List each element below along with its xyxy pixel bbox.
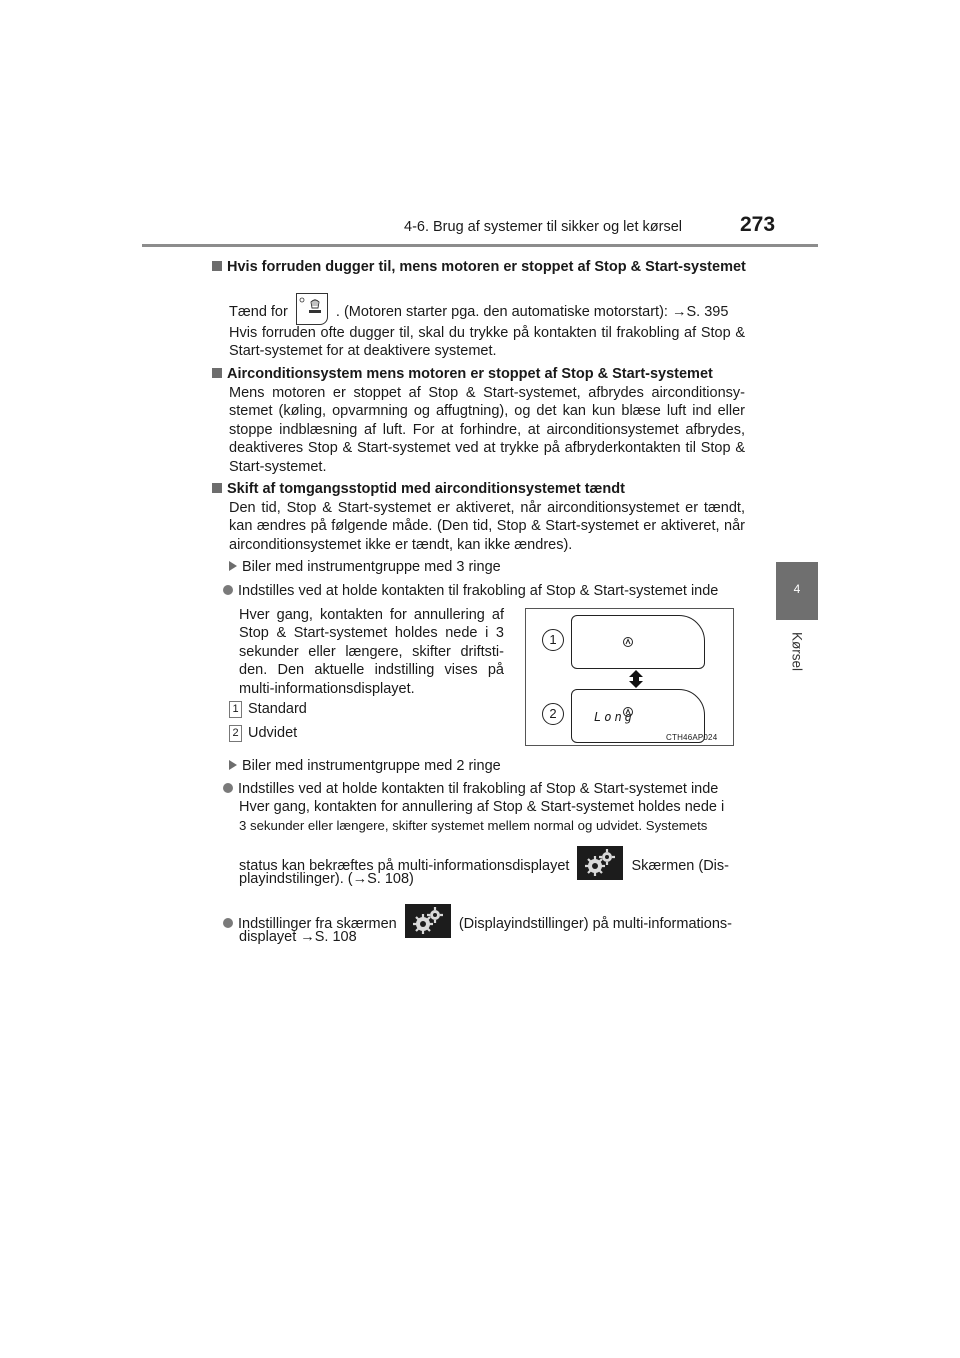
triangle-bullet-icon [229,561,237,571]
callout-1: 1 [542,629,564,651]
legend-number-1: 1 [229,701,242,718]
section-heading-idle-stop [212,480,752,498]
section-heading-aircon [212,365,752,383]
heading-text: Hvis forruden dugger til, mens motoren er stoppet af Stop & Start-systemet [227,259,746,275]
triangle-bullet-icon [229,760,237,770]
heading-text: Airconditionsystem mens motoren er stoppet af Stop & Start-systemet [227,366,713,382]
subheading-text: Biler med instrumentgruppe med 2 ringe [242,758,501,774]
text-after-icon: Skærmen (Dis- [631,858,729,874]
circle-bullet-icon [223,918,233,928]
front-defroster-button-icon [296,293,328,325]
chapter-tab-label: Kørsel [789,632,805,672]
switch-arrow-icon [626,669,646,689]
defroster-glyph-icon [297,294,327,324]
legend-label: Standard [248,701,307,717]
paragraph-turn-on [229,293,749,325]
bullet-text: Indstilles ved at holde kontakten til frakobling af Stop & Start-systemet inde [238,781,719,797]
bullet-hold-switch-2 [223,780,753,798]
circle-bullet-icon [223,783,233,793]
figure-code: CTH46AP024 [666,733,718,742]
paragraph-deactivate: Hvis forruden ofte dugger til, skal du trykke på kontakten til frakobling af Stop & Start-systemet for at deaktivere systemet. [229,325,745,360]
subheading-2-rings [229,757,749,775]
legend-label: Udvidet [248,725,298,741]
heading-text: Skift af tomgangsstoptid med airconditionsystemet tændt [227,481,625,497]
display-illustration [525,608,734,746]
circle-bullet-icon [223,585,233,595]
text-after-icon: . (Motoren starter pga. den automatiske motorstart): →S. 395 [335,304,729,320]
bullet-display-settings-line2: displayet →S. 108 [239,929,357,945]
page-number: 273 [740,213,776,236]
callout-2: 2 [542,703,564,725]
subheading-text: Biler med instrumentgruppe med 3 ringe [242,559,501,575]
paragraph-hold-2-line1: Hver gang, kontakten for annullering af Stop & Start-systemet holdes nede i [239,799,725,815]
header-rule [142,244,818,247]
paragraph-aircon: Mens motoren er stoppet af Stop & Start-systemet, afbrydes airconditionsy-stemet (køling, opvarmning og affugtning), og det kan kun blæse luft ind eller stoppe indblæsning af luft. For at forhindre, at airconditionsystemet afbrydes, deaktiveres Stop & Start-systemet ved at trykke på afbryderkontakten til Stop & Start-systemet. [229,385,745,475]
display-text-long: Long [594,710,635,724]
text-before-icon: Indstillinger fra skærmen [238,916,397,932]
paragraph-hold-3-rings: Hver gang, kontakten for annullering af Stop & Start-systemet holdes nede i 3 sekunder eller længere, skifter driftsti-den. Den aktuelle indstilling vises på multi-informationsdisplayet. [239,607,504,697]
paragraph-idle-stop: Den tid, Stop & Start-systemet er aktiveret, når airconditionsystemet er tændt, kan ændres på følgende måde. (Den tid, Stop & Start-systemet er aktiveret, når airconditionsystemet ikke er tændt, kan ikke ændres). [229,500,745,553]
legend-item-extended [229,724,297,742]
square-bullet-icon [212,261,222,271]
paragraph-hold-2-line4: playindstilinger). (→S. 108) [239,871,414,887]
paragraph-hold-2-line2: 3 sekunder eller længere, skifter systemet mellem normal og udvidet. Systemets [239,818,708,833]
bullet-text: Indstilles ved at holde kontakten til frakobling af Stop & Start-systemet inde [238,583,719,599]
chapter-tab[interactable] [776,562,818,620]
text-after-icon: (Displayindstillinger) på multi-informations- [458,916,732,932]
section-title: 4-6. Brug af systemer til sikker og let kørsel [404,219,682,235]
legend-item-standard [229,700,307,718]
square-bullet-icon [212,368,222,378]
idle-stop-indicator-icon [622,636,634,648]
subheading-3-rings [229,558,749,576]
chapter-tab-number: 4 [793,582,801,596]
legend-number-2: 2 [229,725,242,742]
square-bullet-icon [212,483,222,493]
section-heading-windshield [212,258,752,276]
bullet-hold-switch-3 [223,582,753,600]
text-before-icon: Tænd for [229,304,288,320]
text-before-icon: status kan bekræftes på multi-informationsdisplayet [239,858,570,874]
display-standard [571,615,705,669]
